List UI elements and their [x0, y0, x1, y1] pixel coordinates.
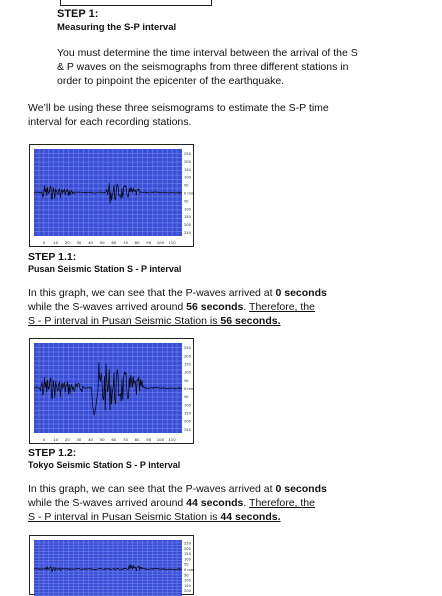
step1-2-title: Tokyo Seismic Station S - P interval	[28, 460, 181, 470]
x-tick-label: 10	[53, 437, 59, 442]
step1-paragraph: You must determine the time interval between the arrival of the S & P waves on the seismographs from three different stations in order to pinpoint the epicenter of the earthquake.	[57, 47, 358, 87]
y-tick-label: 100	[184, 557, 191, 562]
step1-heading: STEP 1:	[57, 8, 99, 20]
y-tick-label: 100	[184, 370, 191, 375]
y-tick-label: 200	[184, 159, 191, 164]
y-tick-label: 250	[184, 151, 191, 156]
y-tick-label: 200	[184, 223, 191, 228]
x-tick-label: 110	[168, 240, 176, 245]
y-tick-label: 200	[184, 419, 191, 424]
y-tick-label: 200	[184, 546, 191, 551]
x-tick-label: 50	[99, 437, 105, 442]
x-tick-label: 110	[168, 437, 176, 442]
y-tick-label: 150	[184, 215, 191, 220]
step1-2-heading: STEP 1.2:	[28, 447, 77, 459]
y-tick-label: 50	[184, 395, 189, 400]
y-tick-label: 100	[184, 207, 191, 212]
step1-title: Measuring the S-P interval	[57, 22, 177, 33]
step1-1-paragraph: In this graph, we can see that the P-waves arrived at 0 seconds while the S-waves arrived around 56 seconds. Therefore, the S - P interval in Pusan Seismic Station is 56 seconds.	[28, 287, 327, 327]
y-tick-label: 50	[184, 199, 189, 204]
x-tick-label: 80	[134, 437, 140, 442]
x-tick-label: 70	[123, 240, 128, 245]
y-tick-label: 50	[184, 183, 189, 188]
y-tick-label: 50	[184, 573, 189, 578]
x-tick-label: 90	[146, 437, 152, 442]
x-tick-label: 100	[156, 240, 164, 245]
step1-1-heading: STEP 1.1:	[28, 251, 77, 263]
x-tick-label: 30	[76, 240, 82, 245]
y-tick-label: 150	[184, 411, 191, 416]
x-tick-label: 40	[88, 437, 93, 442]
x-tick-label: 50	[99, 240, 105, 245]
x-tick-label: 20	[64, 240, 70, 245]
x-tick-label: 0	[42, 437, 46, 442]
y-tick-label: 150	[184, 552, 191, 557]
y-tick-label: 200	[184, 354, 191, 359]
y-tick-label: 150	[184, 362, 191, 367]
third-seismogram	[29, 535, 194, 595]
y-tick-label: 200	[184, 589, 191, 594]
intro-paragraph: We’ll be using these three seismograms to estimate the S-P time interval for each recording stations.	[28, 102, 329, 128]
x-tick-label: 10	[53, 240, 59, 245]
y-tick-label: 250	[184, 346, 191, 351]
top-graph-fragment	[60, 0, 212, 6]
x-tick-label: 40	[88, 240, 93, 245]
x-tick-label: 30	[76, 437, 82, 442]
y-tick-label: 0 mm	[184, 191, 195, 196]
y-tick-label: 250	[184, 427, 191, 432]
tokyo-seismogram	[29, 338, 194, 444]
x-tick-label: 60	[111, 437, 117, 442]
x-tick-label: 70	[123, 437, 128, 442]
x-tick-label: 80	[134, 240, 140, 245]
y-tick-label: 150	[184, 583, 191, 588]
y-tick-label: 100	[184, 578, 191, 583]
y-tick-label: 250	[184, 541, 191, 546]
x-tick-label: 0	[42, 240, 46, 245]
y-tick-label: 100	[184, 403, 191, 408]
pusan-seismogram	[29, 144, 194, 247]
y-tick-label: 0 mm	[184, 568, 195, 572]
y-tick-label: 50	[184, 378, 189, 383]
step1-1-title: Pusan Seismic Station S - P interval	[28, 264, 182, 274]
x-tick-label: 90	[146, 240, 152, 245]
y-tick-label: 250	[184, 231, 191, 236]
y-tick-label: 100	[184, 175, 191, 180]
step1-2-paragraph: In this graph, we can see that the P-waves arrived at 0 seconds while the S-waves arrived around 44 seconds. Therefore, the S - P interval in Pusan Seismic Station is 44 seconds.	[28, 483, 327, 523]
y-tick-label: 50	[184, 562, 189, 567]
y-tick-label: 150	[184, 167, 191, 172]
x-tick-label: 100	[156, 437, 164, 442]
x-tick-label: 20	[64, 437, 70, 442]
y-tick-label: 0 mm	[184, 387, 195, 391]
x-tick-label: 60	[111, 240, 117, 245]
